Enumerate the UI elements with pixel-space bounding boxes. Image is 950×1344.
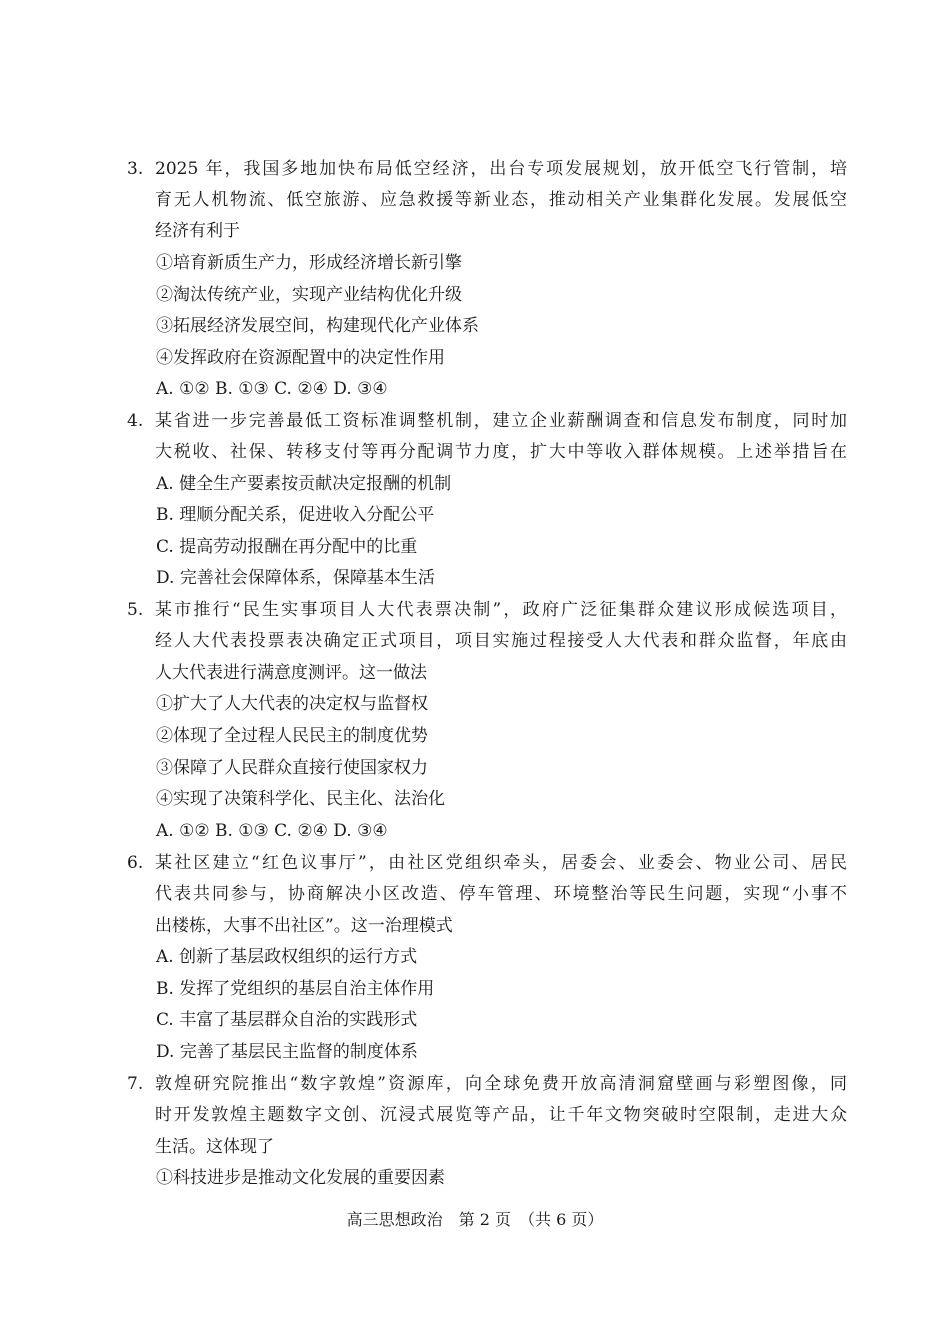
- question-stem-line: 敦煌研究院推出“数字敦煌”资源库，向全球免费开放高清洞窟壁画与彩塑图像，同: [155, 1074, 847, 1094]
- question-stem-line: 人大代表进行满意度测评。这一做法: [155, 663, 427, 683]
- statement-option: ③拓展经济发展空间，构建现代化产业体系: [156, 316, 479, 336]
- question-number: 6.: [127, 853, 144, 873]
- answer-option-b: B. 发挥了党组织的基层自治主体作用: [156, 979, 435, 999]
- question-number: 5.: [127, 600, 144, 620]
- question-stem-line: 经人大代表投票表决确定正式项目，项目实施过程接受人大代表和群众监督，年底由: [155, 631, 847, 651]
- statement-option: ④实现了决策科学化、民主化、法治化: [156, 789, 445, 809]
- statement-option: ①扩大了人大代表的决定权与监督权: [156, 694, 428, 714]
- answer-option-c: C. 提高劳动报酬在再分配中的比重: [156, 537, 418, 557]
- question-stem-line: 某社区建立“红色议事厅”，由社区党组织牵头，居委会、业委会、物业公司、居民: [155, 853, 847, 873]
- statement-option: ②体现了全过程人民民主的制度优势: [156, 726, 428, 746]
- question-stem-line: 大税收、社保、转移支付等再分配调节力度，扩大中等收入群体规模。上述举措旨在: [155, 442, 847, 462]
- answer-option-a: A. 健全生产要素按贡献决定报酬的机制: [156, 474, 452, 494]
- answer-option-d: D. 完善了基层民主监督的制度体系: [156, 1042, 418, 1062]
- answer-option-b: B. 理顺分配关系，促进收入分配公平: [156, 505, 435, 525]
- question-stem-line: 某市推行“民生实事项目人大代表票决制”，政府广泛征集群众建议形成候选项目，: [155, 600, 847, 620]
- question-stem-line: 2025 年，我国多地加快布局低空经济，出台专项发展规划，放开低空飞行管制，培: [155, 159, 847, 179]
- question-stem-line: 生活。这体现了: [155, 1137, 274, 1157]
- answer-option-a: A. 创新了基层政权组织的运行方式: [156, 947, 418, 967]
- question-stem-line: 育无人机物流、低空旅游、应急救援等新业态，推动相关产业集群化发展。发展低空: [155, 190, 847, 210]
- question-number: 7.: [127, 1074, 144, 1094]
- answer-option-c: C. 丰富了基层群众自治的实践形式: [156, 1010, 418, 1030]
- statement-option: ①科技进步是推动文化发展的重要因素: [156, 1168, 445, 1188]
- page-footer: 高三思想政治 第 2 页 （共 6 页）: [346, 1210, 604, 1229]
- answer-option-d: D. 完善社会保障体系，保障基本生活: [156, 568, 435, 588]
- question-number: 4.: [127, 411, 144, 431]
- answer-choices: A. ①② B. ①③ C. ②④ D. ③④: [156, 821, 388, 841]
- question-stem-line: 时开发敦煌主题数字文创、沉浸式展览等产品，让千年文物突破时空限制，走进大众: [155, 1105, 847, 1125]
- question-stem-line: 经济有利于: [155, 221, 240, 241]
- answer-choices: A. ①② B. ①③ C. ②④ D. ③④: [156, 379, 388, 399]
- statement-option: ②淘汰传统产业，实现产业结构优化升级: [156, 285, 462, 305]
- question-number: 3.: [127, 159, 144, 179]
- question-stem-line: 代表共同参与，协商解决小区改造、停车管理、环境整治等民生问题，实现“小事不: [155, 884, 847, 904]
- question-stem-line: 出楼栋，大事不出社区”。这一治理模式: [155, 916, 453, 936]
- statement-option: ③保障了人民群众直接行使国家权力: [156, 758, 428, 778]
- statement-option: ④发挥政府在资源配置中的决定性作用: [156, 348, 445, 368]
- question-stem-line: 某省进一步完善最低工资标准调整机制，建立企业薪酬调查和信息发布制度，同时加: [155, 411, 847, 431]
- statement-option: ①培育新质生产力，形成经济增长新引擎: [156, 253, 462, 273]
